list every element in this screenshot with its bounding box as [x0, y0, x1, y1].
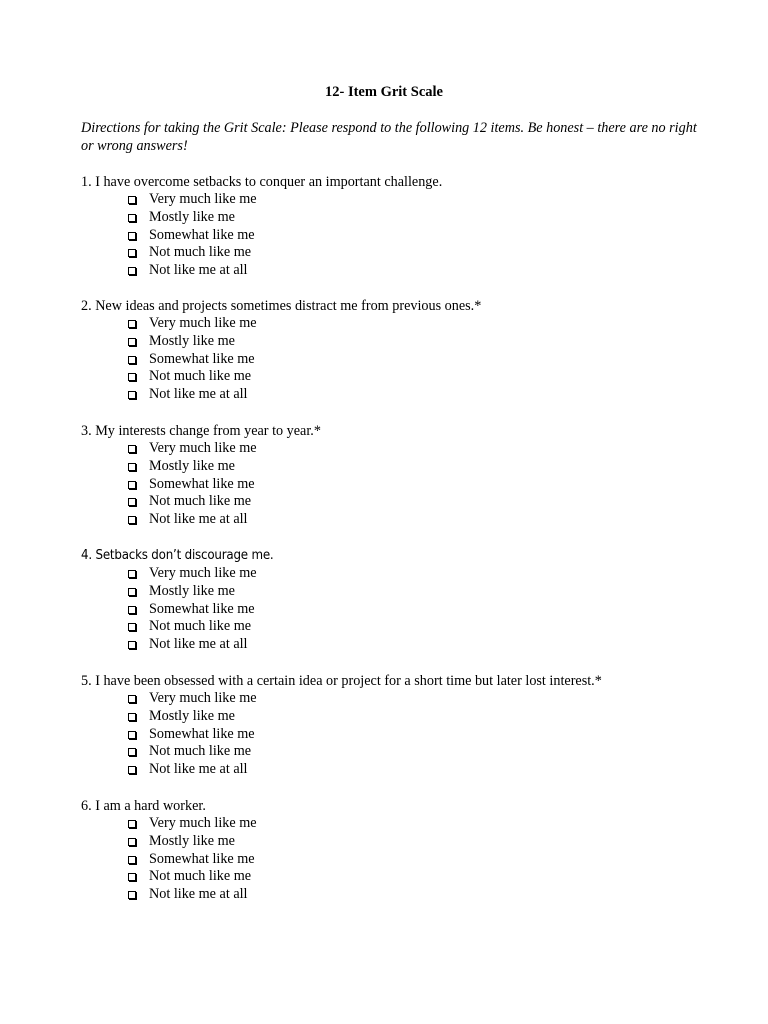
directions-text: Directions for taking the Grit Scale: Please respond to the following 12 items. Be honest – there are no right or wrong answers! — [81, 120, 697, 154]
option-label: Very much like me — [149, 191, 257, 207]
checkbox-icon[interactable] — [128, 320, 136, 328]
option-label: Mostly like me — [149, 208, 235, 225]
checkbox-icon[interactable] — [128, 748, 136, 756]
checkbox-icon[interactable] — [128, 373, 136, 381]
checkbox-icon[interactable] — [128, 766, 136, 774]
option-label: Somewhat like me — [149, 475, 255, 492]
checkbox-icon[interactable] — [128, 356, 136, 364]
option-label: Not like me at all — [149, 262, 248, 279]
option-label: Not like me at all — [149, 636, 248, 653]
answer-option[interactable] — [81, 368, 721, 386]
question-text: 6. I am a hard worker. — [81, 798, 206, 814]
checkbox-icon[interactable] — [128, 891, 136, 899]
question-1 — [81, 173, 721, 280]
option-label: Not like me at all — [149, 511, 248, 528]
answer-option[interactable] — [81, 851, 721, 869]
checkbox-icon[interactable] — [128, 463, 136, 471]
question-text: 2. New ideas and projects sometimes distract me from previous ones.* — [81, 298, 482, 314]
answer-option[interactable] — [81, 743, 721, 761]
option-label: Very much like me — [149, 690, 257, 706]
option-label: Not much like me — [149, 368, 252, 385]
option-label: Very much like me — [149, 440, 257, 456]
question-text: 4. Setbacks don’t discourage me. — [81, 548, 274, 563]
answer-options — [81, 690, 721, 779]
answer-options — [81, 440, 721, 529]
answer-options — [81, 565, 721, 654]
option-label: Not much like me — [149, 244, 252, 261]
option-label: Not like me at all — [149, 386, 248, 403]
checkbox-icon[interactable] — [128, 232, 136, 240]
checkbox-icon[interactable] — [128, 838, 136, 846]
checkbox-icon[interactable] — [128, 516, 136, 524]
checkbox-icon[interactable] — [128, 588, 136, 596]
option-label: Mostly like me — [149, 332, 235, 349]
option-label: Not like me at all — [149, 886, 248, 903]
checkbox-icon[interactable] — [128, 391, 136, 399]
checkbox-icon[interactable] — [128, 856, 136, 864]
question-4 — [81, 547, 721, 654]
answer-option[interactable] — [81, 833, 721, 851]
checkbox-icon[interactable] — [128, 695, 136, 703]
checkbox-icon[interactable] — [128, 445, 136, 453]
option-label: Not much like me — [149, 743, 252, 760]
answer-options — [81, 315, 721, 404]
answer-option[interactable] — [81, 209, 721, 227]
answer-option[interactable] — [81, 227, 721, 245]
answer-option[interactable] — [81, 493, 721, 511]
question-2 — [81, 297, 721, 404]
checkbox-icon[interactable] — [128, 570, 136, 578]
answer-option[interactable] — [81, 636, 721, 654]
checkbox-icon[interactable] — [128, 641, 136, 649]
question-text: 1. I have overcome setbacks to conquer an important challenge. — [81, 174, 443, 190]
answer-option[interactable] — [81, 815, 721, 833]
answer-option[interactable] — [81, 601, 721, 619]
option-label: Very much like me — [149, 815, 257, 831]
option-label: Somewhat like me — [149, 600, 255, 617]
checkbox-icon[interactable] — [128, 498, 136, 506]
checkbox-icon[interactable] — [128, 338, 136, 346]
answer-option[interactable] — [81, 386, 721, 404]
checkbox-icon[interactable] — [128, 196, 136, 204]
checkbox-icon[interactable] — [128, 606, 136, 614]
option-label: Not much like me — [149, 493, 252, 510]
option-label: Somewhat like me — [149, 350, 255, 367]
option-label: Mostly like me — [149, 707, 235, 724]
answer-option[interactable] — [81, 761, 721, 779]
option-label: Mostly like me — [149, 832, 235, 849]
answer-option[interactable] — [81, 191, 721, 209]
checkbox-icon[interactable] — [128, 481, 136, 489]
option-label: Not like me at all — [149, 761, 248, 778]
answer-option[interactable] — [81, 618, 721, 636]
checkbox-icon[interactable] — [128, 873, 136, 881]
checkbox-icon[interactable] — [128, 267, 136, 275]
document-title: 12- Item Grit Scale — [325, 84, 443, 100]
answer-option[interactable] — [81, 351, 721, 369]
question-text: 3. My interests change from year to year.* — [81, 423, 321, 439]
option-label: Somewhat like me — [149, 226, 255, 243]
answer-option[interactable] — [81, 868, 721, 886]
checkbox-icon[interactable] — [128, 623, 136, 631]
checkbox-icon[interactable] — [128, 214, 136, 222]
answer-option[interactable] — [81, 244, 721, 262]
checkbox-icon[interactable] — [128, 249, 136, 257]
answer-options — [81, 815, 721, 904]
answer-option[interactable] — [81, 440, 721, 458]
question-text: 5. I have been obsessed with a certain idea or project for a short time but later lost interest.* — [81, 673, 602, 689]
answer-options — [81, 191, 721, 280]
answer-option[interactable] — [81, 315, 721, 333]
answer-option[interactable] — [81, 708, 721, 726]
option-label: Mostly like me — [149, 457, 235, 474]
checkbox-icon[interactable] — [128, 713, 136, 721]
option-label: Not much like me — [149, 618, 252, 635]
answer-option[interactable] — [81, 476, 721, 494]
checkbox-icon[interactable] — [128, 731, 136, 739]
answer-option[interactable] — [81, 690, 721, 708]
answer-option[interactable] — [81, 262, 721, 280]
answer-option[interactable] — [81, 458, 721, 476]
option-label: Very much like me — [149, 565, 257, 581]
option-label: Very much like me — [149, 315, 257, 331]
answer-option[interactable] — [81, 726, 721, 744]
option-label: Not much like me — [149, 868, 252, 885]
answer-option[interactable] — [81, 333, 721, 351]
answer-option[interactable] — [81, 583, 721, 601]
answer-option[interactable] — [81, 886, 721, 904]
option-label: Mostly like me — [149, 582, 235, 599]
answer-option[interactable] — [81, 511, 721, 529]
answer-option[interactable] — [81, 565, 721, 583]
question-3 — [81, 422, 721, 529]
question-5 — [81, 672, 721, 779]
option-label: Somewhat like me — [149, 850, 255, 867]
question-6 — [81, 797, 721, 904]
checkbox-icon[interactable] — [128, 820, 136, 828]
option-label: Somewhat like me — [149, 725, 255, 742]
